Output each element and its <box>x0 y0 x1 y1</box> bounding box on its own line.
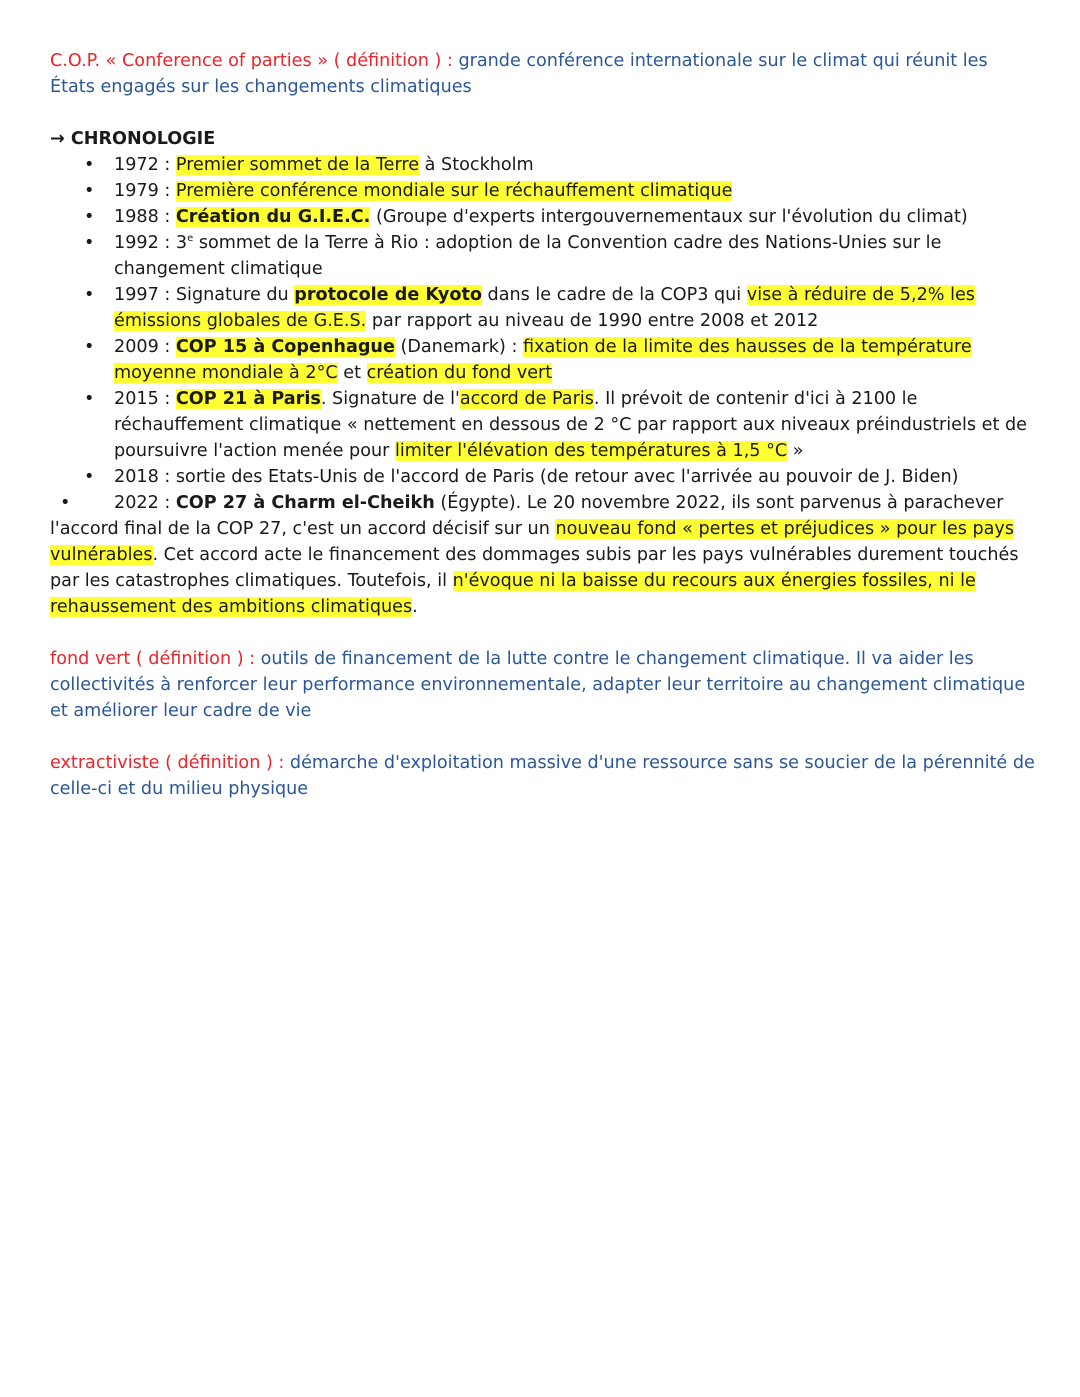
highlight-1988: Création du G.I.E.C. <box>175 207 371 227</box>
fond-vert-description: outils de financement de la lutte contre le changement climatique. Il va aider les collectivités à renforcer leur performance environnementale, adapter leur territoire au changement climatique et améliorer leur cadre de vie <box>50 649 1026 721</box>
document-page <box>50 48 1035 802</box>
text-2015-mid2: . Il prévoit de contenir d'ici à 2100 le réchauffement climatique « nettement en dessous de 2 °C par rapport aux niveaux préindustriels et de poursuivre l'action menée pour <box>114 389 1027 461</box>
list-item-2022 <box>50 490 1035 620</box>
year-1988: 1988 : <box>114 207 176 227</box>
list-item-2018 <box>50 464 1035 490</box>
cop-description: grande conférence internationale sur le climat qui réunit les États engagés sur les changements climatiques <box>50 51 988 97</box>
bullet-icon: • <box>84 337 95 357</box>
list-item-1988 <box>50 204 1035 230</box>
text-2022-mid: (Égypte). Le 20 novembre 2022, ils sont parvenus à parachever l'accord final de la COP 27, c'est un accord décisif sur un <box>50 493 1004 539</box>
highlight-energies-fossiles: n'évoque ni la baisse du recours aux énergies fossiles, ni le rehaussement des ambitions climatiques <box>50 571 976 617</box>
list-item-2015 <box>50 386 1035 464</box>
bold-cop27: COP 27 à Charm el-Cheikh <box>175 493 435 513</box>
superscript-e: e <box>187 233 194 245</box>
cop-definition <box>50 48 1035 100</box>
fond-vert-definition <box>50 646 1035 724</box>
highlight-cop21: COP 21 à Paris <box>175 389 321 409</box>
fond-vert-term: fond vert ( définition ) : <box>50 649 256 669</box>
chronologie-heading: → CHRONOLOGIE <box>50 129 216 149</box>
spacer <box>50 620 1035 646</box>
highlight-1972: Premier sommet de la Terre <box>175 155 420 175</box>
text-2015-mid: . Signature de l' <box>320 389 460 409</box>
cop-term: C.O.P. « Conference of parties » ( définition ) : <box>50 51 453 71</box>
highlight-1979: Première conférence mondiale sur le réchauffement climatique <box>175 181 733 201</box>
bullet-icon: • <box>84 181 95 201</box>
highlight-emissions: vise à réduire de 5,2% les émissions globales de G.E.S. <box>114 285 975 331</box>
spacer <box>50 724 1035 750</box>
highlight-fond-vert: création du fond vert <box>366 363 553 383</box>
text-1997-rest: par rapport au niveau de 1990 entre 2008 et 2012 <box>366 311 819 331</box>
text-2022-rest: . <box>412 597 418 617</box>
text-1988: (Groupe d'experts intergouvernementaux sur l'évolution du climat) <box>370 207 968 227</box>
extractiviste-definition <box>50 750 1035 802</box>
year-1997: 1997 : Signature du <box>114 285 295 305</box>
text-1997-mid: dans le cadre de la COP3 qui <box>481 285 747 305</box>
bullet-icon: • <box>84 233 95 253</box>
highlight-limite: fixation de la limite des hausses de la température moyenne mondiale à 2°C <box>114 337 972 383</box>
text-1992: sommet de la Terre à Rio : adoption de la Convention cadre des Nations-Unies sur le changement climatique <box>114 233 942 279</box>
bullet-icon: • <box>84 207 95 227</box>
list-item-1979 <box>50 178 1035 204</box>
year-2009: 2009 : <box>114 337 176 357</box>
highlight-kyoto: protocole de Kyoto <box>294 285 482 305</box>
highlight-1-5c: limiter l'élévation des températures à 1,5 °C <box>394 441 788 461</box>
list-item-1972 <box>50 152 1035 178</box>
bullet-icon: • <box>84 285 95 305</box>
year-2022: 2022 : <box>114 493 176 513</box>
year-1979: 1979 : <box>114 181 176 201</box>
bullet-icon: • <box>84 467 95 487</box>
bullet-icon: • <box>60 493 71 513</box>
text-2015-rest: » <box>787 441 804 461</box>
spacer <box>50 100 1035 126</box>
list-item-1992 <box>50 230 1035 282</box>
text-2022-mid2: . Cet accord acte le financement des dommages subis par les pays vulnérables durement touchés par les catastrophes climatiques. Toutefois, il <box>50 545 1019 591</box>
text-2018: 2018 : sortie des Etats-Unis de l'accord de Paris (de retour avec l'arrivée au pouvoir de J. Biden) <box>114 467 959 487</box>
extractiviste-description: démarche d'exploitation massive d'une ressource sans se soucier de la pérennité de celle-ci et du milieu physique <box>50 753 1035 799</box>
text-1972: à Stockholm <box>419 155 534 175</box>
highlight-accord-paris: accord de Paris <box>459 389 594 409</box>
highlight-cop15: COP 15 à Copenhague <box>175 337 395 357</box>
text-2009-mid: (Danemark) : <box>394 337 523 357</box>
list-item-2009 <box>50 334 1035 386</box>
highlight-pertes-prejudices: nouveau fond « pertes et préjudices » pour les pays vulnérables <box>50 519 1014 565</box>
text-2009-mid2: et <box>337 363 367 383</box>
year-1992: 1992 : 3 <box>114 233 188 253</box>
list-item-1997 <box>50 282 1035 334</box>
year-2015: 2015 : <box>114 389 176 409</box>
extractiviste-term: extractiviste ( définition ) : <box>50 753 285 773</box>
bullet-icon: • <box>84 155 95 175</box>
bullet-icon: • <box>84 389 95 409</box>
chronologie-list <box>50 152 1035 490</box>
year-1972: 1972 : <box>114 155 176 175</box>
